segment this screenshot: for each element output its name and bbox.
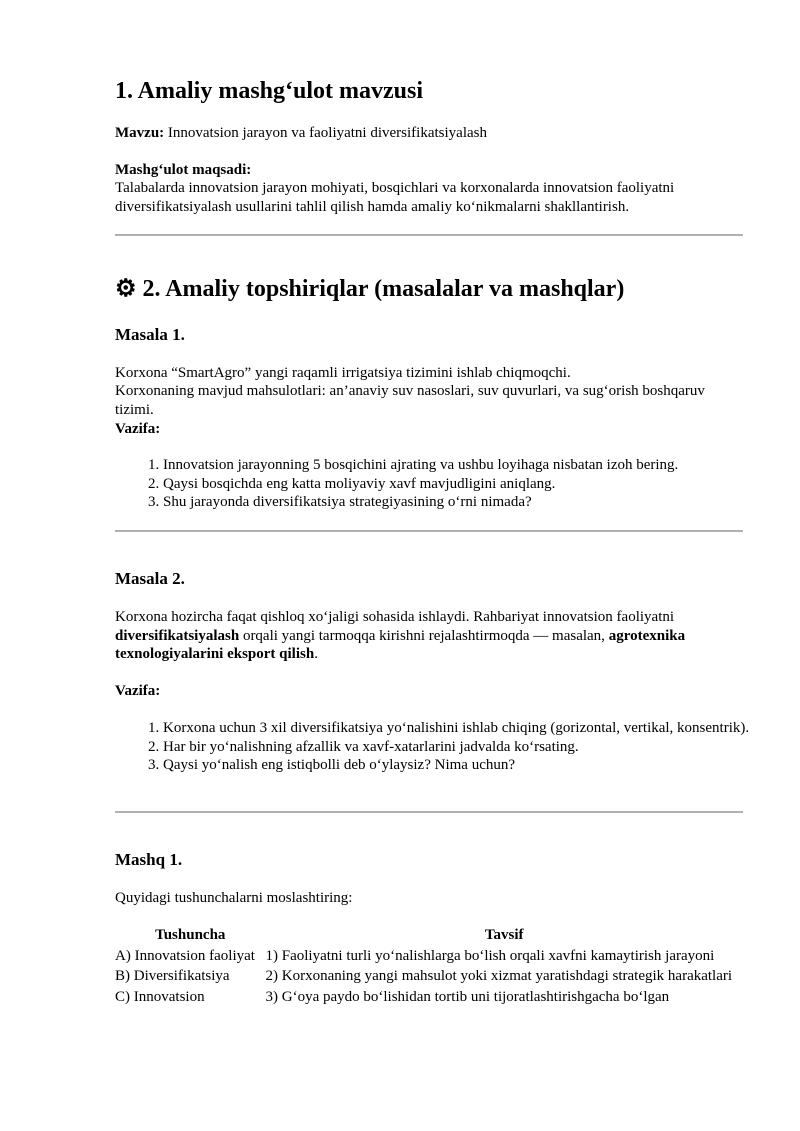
mavzu-paragraph bbox=[115, 124, 743, 143]
list-item: 3. Qaysi yo‘nalish eng istiqbolli deb o‘ylaysiz? Nima uchun? bbox=[163, 756, 791, 775]
gear-icon: ⚙ bbox=[115, 276, 137, 302]
maqsad-text: Talabalarda innovatsion jarayon mohiyati, bosqichlari va korxonalarda innovatsion faoliyatni diversifikatsiyalash usullarini tahlil qilish hamda amaliy ko‘nikmalarni shakllantirish. bbox=[115, 180, 675, 215]
mashq1-intro: Quyidagi tushunchalarni moslashtiring: bbox=[115, 890, 353, 906]
table-cell: C) Innovatsion bbox=[115, 988, 205, 1005]
table-row bbox=[115, 988, 743, 1009]
table-cell: B) Diversifikatsiya bbox=[115, 968, 230, 984]
mashq1-title: Mashq 1. bbox=[115, 850, 183, 869]
list-item: 3. Shu jarayonda diversifikatsiya strategiyasining o‘rni nimada? bbox=[163, 493, 791, 512]
maqsad-label: Mashg‘ulot maqsadi: bbox=[115, 162, 252, 178]
section1-title: 1. Amaliy mashg‘ulot mavzusi bbox=[115, 78, 424, 104]
matching-table bbox=[115, 926, 743, 1008]
list-item: 2. Har bir yo‘nalishning afzallik va xavf-xatarlarini jadvalda ko‘rsating. bbox=[163, 738, 791, 757]
table-cell: 3) G‘oya paydo bo‘lishidan tortib uni tijoratlashtirishgacha bo‘lgan bbox=[265, 988, 670, 1005]
masala1-task-list bbox=[115, 456, 791, 512]
table-cell: A) Innovatsion faoliyat bbox=[115, 947, 255, 964]
mavzu-text: Innovatsion jarayon va faoliyatni diversifikatsiyalash bbox=[164, 125, 487, 141]
column-header: Tushuncha bbox=[155, 927, 226, 943]
masala1-line2: Korxonaning mavjud mahsulotlari: an’anaviy suv nasoslari, suv quvurlari, va sug‘orish boshqaruv tizimi. bbox=[115, 383, 705, 418]
masala1-vazifa-label: Vazifa: bbox=[115, 421, 161, 437]
table-row bbox=[115, 947, 743, 968]
table-row bbox=[115, 967, 743, 988]
column-header: Tavsif bbox=[484, 927, 524, 943]
list-item: 1. Korxona uchun 3 xil diversifikatsiya yo‘nalishini ishlab chiqing (gorizontal, vertikal, konsentrik). bbox=[163, 719, 791, 738]
masala2-vazifa-label: Vazifa: bbox=[115, 683, 161, 699]
masala1-title: Masala 1. bbox=[115, 325, 185, 344]
masala2-task-list bbox=[115, 719, 791, 775]
table-cell: 1) Faoliyatni turli yo‘nalishlarga bo‘lish orqali xavfni kamaytirish jarayoni bbox=[265, 947, 715, 964]
masala2-paragraph: Korxona hozircha faqat qishloq xo‘jaligi sohasida ishlaydi. Rahbariyat innovatsion faoliyatni diversifikatsiyalash orqali yangi tarmoqqa kirishni rejalashtirmoqda — masalan, agrotexnika texnologiyalarini eksport qilish. bbox=[115, 609, 686, 662]
list-item: 1. Innovatsion jarayonning 5 bosqichini ajrating va ushbu loyihaga nisbatan izoh bering. bbox=[163, 456, 791, 475]
list-item: 2. Qaysi bosqichda eng katta moliyaviy xavf mavjudligini aniqlang. bbox=[163, 475, 791, 494]
masala1-line1: Korxona “SmartAgro” yangi raqamli irrigatsiya tizimini ishlab chiqmoqchi. bbox=[115, 365, 571, 381]
table-cell: 2) Korxonaning yangi mahsulot yoki xizmat yaratishdagi strategik harakatlari bbox=[265, 968, 733, 984]
table-header-row bbox=[115, 926, 743, 947]
divider bbox=[115, 530, 743, 532]
mavzu-label: Mavzu: bbox=[115, 125, 165, 141]
divider bbox=[115, 234, 743, 236]
masala2-title: Masala 2. bbox=[115, 569, 185, 588]
divider bbox=[115, 811, 743, 813]
section2-title: ⚙ 2. Amaliy topshiriqlar (masalalar va mashqlar) bbox=[115, 276, 625, 302]
